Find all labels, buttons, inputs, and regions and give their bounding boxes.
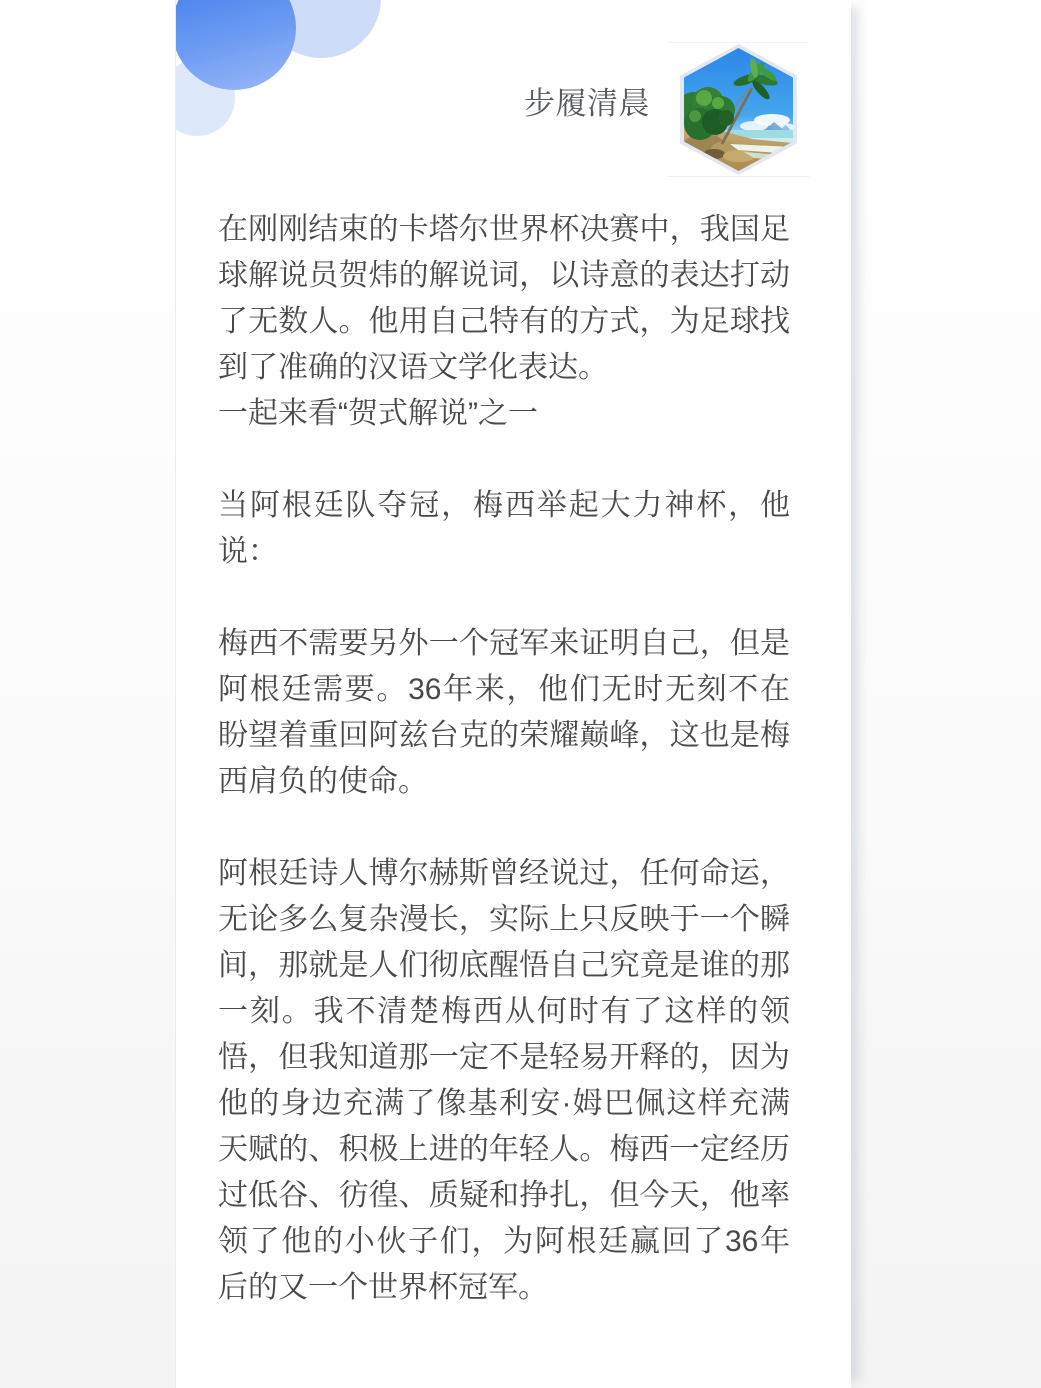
paragraph-intro-text: 在刚刚结束的卡塔尔世界杯决赛中，我国足球解说员贺炜的解说词，以诗意的表达打动了无数人。他用自己特有的方式，为足球找到了准确的汉语文学化表达。: [218, 213, 790, 384]
paragraph-quote-2: 阿根廷诗人博尔赫斯曾经说过，任何命运，无论多么复杂漫长，实际上只反映于一个瞬间，那就是人们彻底醒悟自己究竟是谁的那一刻。我不清楚梅西从何时有了这样的领悟，但我知道那一定不是轻易开释的，因为他的身边充满了像基利安·姆巴佩这样充满天赋的、积极上进的年轻人。梅西一定经历过低谷、彷徨、质疑和挣扎，但今天，他率领了他的小伙子们，为阿根廷赢回了36年后的又一个世界杯冠军。: [218, 857, 790, 1304]
username-label[interactable]: 步履清晨: [524, 86, 650, 121]
content-card: [175, 0, 851, 1388]
paragraph-context: 当阿根廷队夺冠，梅西举起大力神杯，他说：: [218, 489, 790, 568]
avatar-hexagon-frame: [680, 44, 797, 175]
tropical-beach-avatar-icon: [684, 48, 793, 171]
paragraph-intro-lead-in: 一起来看“贺式解说”之一: [218, 397, 538, 430]
paragraph-intro: [218, 207, 790, 437]
paragraph-quote-1: 梅西不需要另外一个冠军来证明自己，但是阿根廷需要。36年来，他们无时无刻不在盼望着重回阿兹台克的荣耀巅峰，这也是梅西肩负的使命。: [218, 627, 790, 798]
article-body: [218, 207, 790, 1311]
avatar[interactable]: [668, 42, 809, 177]
